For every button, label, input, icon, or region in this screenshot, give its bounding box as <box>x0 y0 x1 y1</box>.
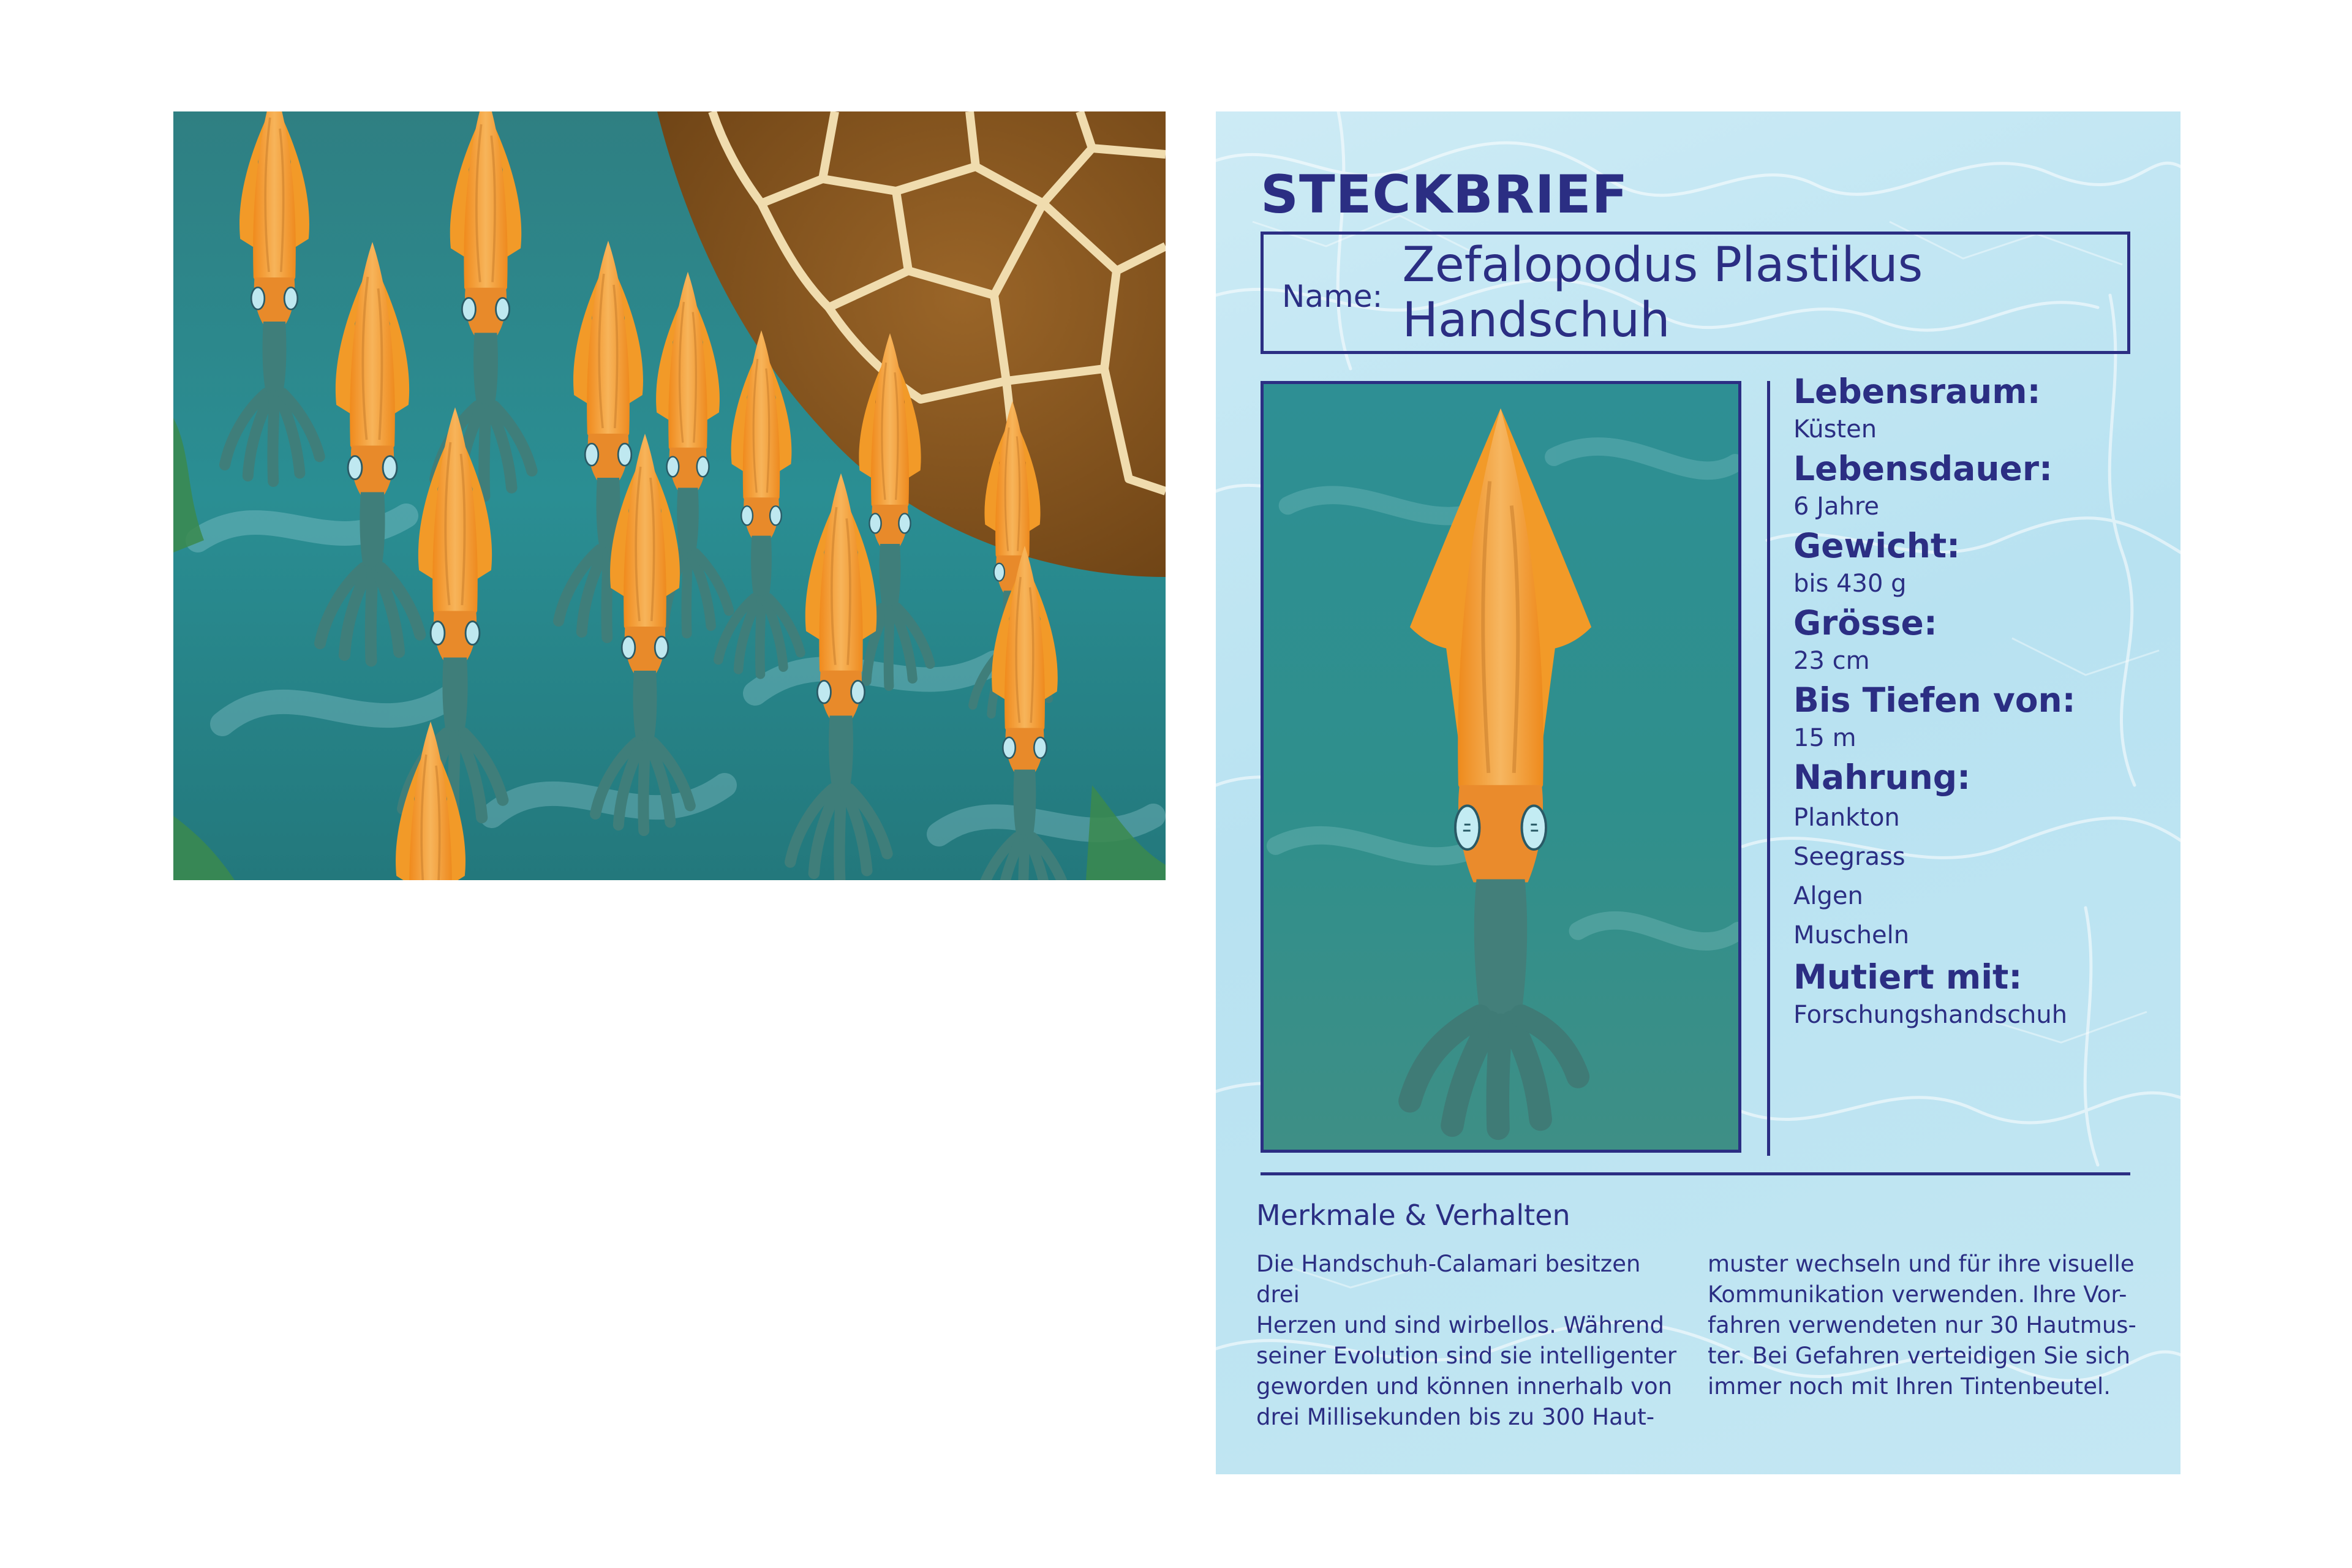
fact-label: Lebensraum: <box>1793 372 2041 411</box>
description-line: Herzen und sind wirbellos. Während <box>1256 1312 1665 1338</box>
fact-value: Küsten <box>1793 415 1877 443</box>
description-line: muster wechseln und für ihre visuelle <box>1708 1251 2135 1277</box>
description-line: geworden und können innerhalb von <box>1256 1373 1673 1400</box>
name-label: Name: <box>1282 279 1383 314</box>
fact-label: Bis Tiefen von: <box>1793 680 2076 720</box>
column-divider <box>1767 381 1770 1156</box>
description-line: fahren verwendeten nur 30 Hautmus- <box>1708 1312 2136 1338</box>
profile-card <box>1216 111 2180 1474</box>
card-heading: STECKBRIEF <box>1261 164 1629 225</box>
species-name: Zefalopodus Plastikus Handschuh <box>1402 238 1923 348</box>
fact-label: Gewicht: <box>1793 526 1961 565</box>
fact-value: 15 m <box>1793 724 1856 752</box>
fact-label: Grösse: <box>1793 603 1937 643</box>
fact-value: Forschungshandschuh <box>1793 1001 2068 1029</box>
fact-value: Seegrass <box>1793 843 1905 871</box>
fact-value: Algen <box>1793 882 1863 910</box>
squid-school-illustration <box>173 111 1166 880</box>
description-line: seiner Evolution sind sie intelligenter <box>1256 1343 1677 1369</box>
description-column-left <box>1256 1249 1685 1433</box>
description-line: Die Handschuh-Calamari besitzen drei <box>1256 1251 1641 1308</box>
squid-portrait <box>1261 381 1741 1153</box>
description-line: drei Millisekunden bis zu 300 Haut- <box>1256 1404 1655 1430</box>
section-title: Merkmale & Verhalten <box>1256 1199 1570 1232</box>
fact-list <box>1793 370 2173 1033</box>
name-box <box>1261 232 2130 354</box>
fact-label: Lebensdauer: <box>1793 449 2052 488</box>
fact-value: Muscheln <box>1793 921 1910 949</box>
fact-label: Nahrung: <box>1793 758 1971 797</box>
fact-value: 23 cm <box>1793 647 1870 675</box>
description-line: ter. Bei Gefahren verteidigen Sie sich <box>1708 1343 2131 1369</box>
description-column-right <box>1708 1249 2136 1402</box>
section-divider <box>1261 1172 2130 1175</box>
description-line: Kommunikation verwenden. Ihre Vor- <box>1708 1281 2127 1308</box>
fact-label: Mutiert mit: <box>1793 957 2022 997</box>
fact-value: Plankton <box>1793 804 1900 832</box>
fact-value: bis 430 g <box>1793 570 1907 598</box>
description-line: immer noch mit Ihren Tintenbeutel. <box>1708 1373 2111 1400</box>
fact-value: 6 Jahre <box>1793 492 1879 521</box>
